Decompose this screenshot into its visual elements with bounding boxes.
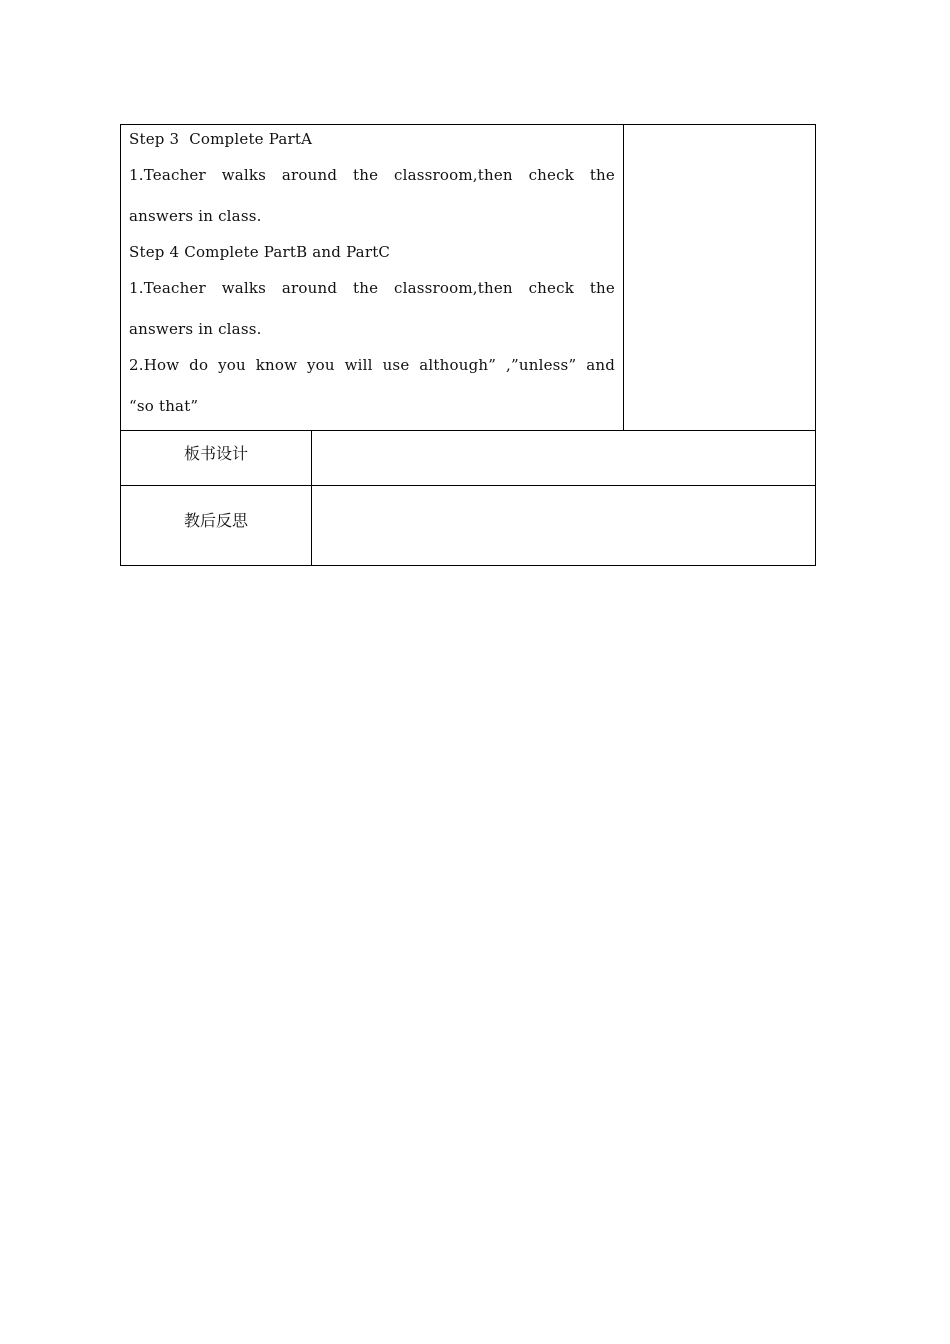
reflection-label-cell [121, 486, 312, 565]
word: do [189, 356, 209, 374]
word: classroom,then [393, 279, 513, 297]
word: around [281, 166, 338, 184]
word: will [344, 356, 373, 374]
reflection-label: 教后反思 [183, 511, 248, 530]
word: the [352, 166, 379, 184]
step4-item2-line1 [129, 356, 615, 374]
step3-item1-line2: answers in class. [129, 207, 262, 225]
word: walks [221, 166, 267, 184]
lesson-plan-table [120, 124, 816, 566]
word: classroom,then [393, 166, 513, 184]
step4-title: Step 4 Complete PartB and PartC [129, 243, 391, 261]
word: ,”unless” [506, 356, 577, 374]
step4-item1-line2: answers in class. [129, 320, 262, 338]
word: around [281, 279, 338, 297]
word: walks [221, 279, 267, 297]
word: 1.Teacher [129, 279, 206, 297]
step4-item1-line1 [129, 279, 615, 297]
word: the [589, 279, 615, 297]
word: check [528, 166, 575, 184]
word: use [382, 356, 410, 374]
word: 2.How [129, 356, 180, 374]
word: the [352, 279, 379, 297]
notes-cell [624, 125, 815, 431]
word: you [218, 356, 246, 374]
step3-item1-line1 [129, 166, 615, 184]
word: know [255, 356, 298, 374]
reflection-content-cell [312, 486, 815, 565]
word: you [307, 356, 335, 374]
blackboard-design-label-cell [121, 431, 312, 486]
word: and [586, 356, 615, 374]
word: check [528, 279, 575, 297]
word: the [589, 166, 615, 184]
word: 1.Teacher [129, 166, 206, 184]
step3-title: Step 3 Complete PartA [129, 130, 313, 148]
blackboard-design-label: 板书设计 [183, 444, 248, 463]
word: although” [419, 356, 497, 374]
blackboard-design-content-cell [312, 431, 815, 486]
teaching-steps-cell [121, 125, 624, 431]
step4-item2-line2: “so that” [129, 397, 199, 415]
